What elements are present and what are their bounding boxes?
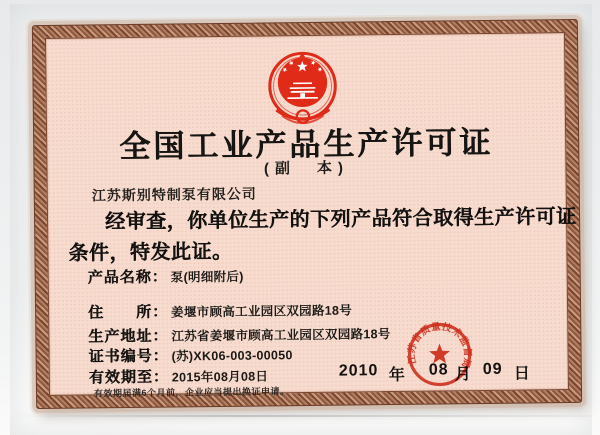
field-value: 江苏省姜堰市顾高工业园区双园路18号 (171, 327, 391, 344)
issue-day: 09 (482, 360, 503, 379)
issue-month-unit: 月 (454, 366, 471, 384)
issue-day-unit: 日 (513, 365, 530, 383)
field-label: 证书编号： (88, 347, 169, 366)
field-certificate-number (88, 343, 292, 366)
issue-month: 08 (428, 361, 449, 379)
field-value: 2015年08月08日 (171, 369, 269, 385)
seal-text: 江苏省质量技术监督局 (406, 321, 473, 370)
field-value: (苏)XK06-003-00050 (171, 348, 293, 364)
license-certificate (32, 19, 582, 409)
certificate-title: 全国工业产品生产许可证 (119, 124, 494, 165)
field-label: 住 所： (88, 303, 169, 322)
field-label: 有效期至： (88, 368, 169, 387)
field-address (88, 298, 352, 322)
field-product-name (88, 265, 244, 288)
field-label: 生产地址： (88, 327, 169, 346)
issue-year: 2010 (338, 362, 379, 380)
certificate-subtitle: (副 本) (263, 159, 350, 178)
renewal-note: 有效期届满6个月前，企业应当提出换证申请。 (93, 386, 290, 399)
statement-line-1: 经审查，你单位生产的下列产品符合取得生产许可证 (104, 205, 577, 234)
statement-line-2: 条件，特发此证。 (68, 240, 233, 265)
china-national-emblem-icon (259, 51, 346, 126)
company-name: 江苏斯别特制泵有限公司 (91, 185, 257, 204)
field-value: 泵(明细附后) (170, 269, 244, 285)
field-label: 产品名称： (87, 268, 168, 287)
issue-year-unit: 年 (388, 366, 405, 385)
official-seal-icon (398, 313, 481, 396)
paper-crease (10, 415, 592, 417)
field-value: 姜堰市顾高工业园区双园路18号 (171, 303, 353, 320)
